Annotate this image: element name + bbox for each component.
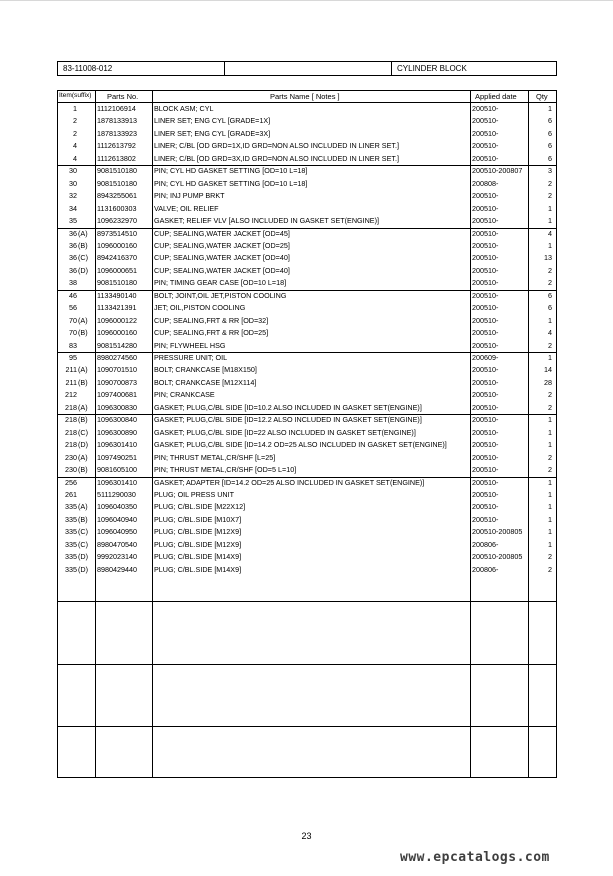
applied-date: 200510- [472, 228, 499, 238]
item-number: 335 [65, 564, 77, 574]
applied-date: 200510- [472, 116, 499, 126]
item-number: 211 [65, 365, 77, 375]
item-number: 38 [69, 278, 77, 288]
part-number: 1096301410 [97, 477, 137, 487]
table-row [58, 290, 556, 302]
part-number: 1096000122 [97, 315, 137, 325]
table-row [58, 327, 556, 339]
watermark-url: www.epcatalogs.com [400, 850, 550, 865]
quantity: 2 [548, 191, 552, 201]
item-number: 211 [65, 377, 77, 387]
item-number: 335 [65, 502, 77, 512]
part-number: 1096000160 [97, 328, 137, 338]
part-name: BOLT; JOINT,OIL JET,PISTON COOLING [154, 290, 287, 300]
quantity: 2 [548, 390, 552, 400]
part-name: GASKET; PLUG,C/BL SIDE [ID=12.2 ALSO INCLUDED IN GASKET SET(ENGINE)] [154, 415, 422, 425]
item-suffix: (B) [78, 465, 88, 475]
quantity: 1 [548, 539, 552, 549]
applied-date: 200510- [472, 377, 499, 387]
quantity: 13 [544, 253, 552, 263]
item-number: 218 [65, 440, 77, 450]
part-name: LINER SET; ENG CYL [GRADE=3X] [154, 128, 271, 138]
applied-date: 200806- [472, 539, 499, 549]
item-number: 70 [69, 328, 77, 338]
group-rule [58, 664, 556, 665]
item-suffix: (A) [78, 452, 88, 462]
part-name: PLUG; C/BL.SIDE [M12X9] [154, 527, 242, 537]
applied-date: 200510- [472, 390, 499, 400]
part-number: 1096000651 [97, 265, 137, 275]
col-header-date: Applied date [475, 92, 517, 101]
table-row [58, 153, 556, 165]
part-name: PIN; CYL HD GASKET SETTING [OD=10 L=18] [154, 178, 308, 188]
quantity: 28 [544, 377, 552, 387]
part-number: 8980470540 [97, 539, 137, 549]
col-header-name: Parts Name [ Notes ] [270, 92, 340, 101]
item-suffix: (B) [78, 415, 88, 425]
table-row [58, 240, 556, 252]
item-number: 36 [69, 240, 77, 250]
item-number: 36 [69, 228, 77, 238]
col-header-item: Item(suffix) [59, 92, 92, 99]
table-row [58, 389, 556, 401]
applied-date: 200510- [472, 278, 499, 288]
part-name: PIN; INJ PUMP BRKT [154, 191, 225, 201]
item-number: 36 [69, 265, 77, 275]
item-suffix: (D) [78, 265, 88, 275]
part-number: 5111290030 [97, 489, 136, 499]
item-suffix: (D) [78, 564, 88, 574]
quantity: 2 [548, 340, 552, 350]
part-number: 1097400681 [97, 390, 137, 400]
quantity: 2 [548, 452, 552, 462]
group-rule [58, 726, 556, 727]
quantity: 1 [548, 502, 552, 512]
part-name: PLUG; C/BL.SIDE [M14X9] [154, 564, 242, 574]
quantity: 1 [548, 203, 552, 213]
item-suffix: (B) [78, 328, 88, 338]
applied-date: 200510- [472, 153, 499, 163]
item-number: 2 [73, 128, 77, 138]
quantity: 4 [548, 228, 552, 238]
part-name: GASKET; PLUG,C/BL SIDE [ID=14.2 OD=25 ALSO INCLUDED IN GASKET SET(ENGINE)] [154, 440, 447, 450]
table-row [58, 352, 556, 364]
applied-date: 200510- [472, 440, 499, 450]
quantity: 14 [544, 365, 552, 375]
quantity: 6 [548, 141, 552, 151]
part-name: CUP; SEALING,WATER JACKET [OD=25] [154, 240, 290, 250]
table-row [58, 178, 556, 190]
part-number: 9081510180 [97, 166, 137, 176]
item-number: 218 [65, 427, 77, 437]
part-number: 1096300890 [97, 427, 137, 437]
part-name: CUP; SEALING,WATER JACKET [OD=45] [154, 228, 290, 238]
quantity: 1 [548, 315, 552, 325]
table-row [58, 501, 556, 513]
applied-date: 200510- [472, 191, 499, 201]
item-number: 335 [65, 552, 77, 562]
part-number: 1096300830 [97, 402, 137, 412]
applied-date: 200510- [472, 514, 499, 524]
quantity: 6 [548, 116, 552, 126]
table-row [58, 377, 556, 389]
applied-date: 200510- [472, 465, 499, 475]
item-number: 335 [65, 539, 77, 549]
part-name: CUP; SEALING,WATER JACKET [OD=40] [154, 265, 290, 275]
part-number: 1096040950 [97, 527, 137, 537]
table-row [58, 464, 556, 476]
part-name: VALVE; OIL RELIEF [154, 203, 219, 213]
part-name: GASKET; PLUG,C/BL SIDE [ID=10.2 ALSO INCLUDED IN GASKET SET(ENGINE)] [154, 402, 422, 412]
item-number: 4 [73, 141, 77, 151]
quantity: 1 [548, 527, 552, 537]
part-name: PLUG; C/BL.SIDE [M12X9] [154, 539, 242, 549]
quantity: 6 [548, 303, 552, 313]
table-row [58, 452, 556, 464]
table-row [58, 526, 556, 538]
quantity: 1 [548, 415, 552, 425]
quantity: 6 [548, 128, 552, 138]
parts-table [57, 90, 557, 778]
quantity: 2 [548, 402, 552, 412]
part-number: 1131600303 [97, 203, 137, 213]
quantity: 2 [548, 278, 552, 288]
part-number: 9081510180 [97, 278, 137, 288]
part-number: 8973514510 [97, 228, 137, 238]
table-row [58, 302, 556, 314]
header-divider [391, 62, 392, 75]
quantity: 2 [548, 265, 552, 275]
item-number: 4 [73, 153, 77, 163]
applied-date: 200510- [472, 290, 499, 300]
applied-date: 200510- [472, 365, 499, 375]
item-suffix: (A) [78, 315, 88, 325]
item-number: 30 [69, 166, 77, 176]
applied-date: 200808- [472, 178, 499, 188]
table-row [58, 315, 556, 327]
item-suffix: (A) [78, 365, 88, 375]
part-number: 8980274560 [97, 353, 137, 362]
item-number: 32 [69, 191, 77, 201]
item-number: 230 [65, 465, 77, 475]
part-number: 9081510180 [97, 178, 137, 188]
item-number: 1 [73, 104, 77, 113]
part-name: PLUG; OIL PRESS UNIT [154, 489, 235, 499]
item-suffix: (C) [78, 253, 88, 263]
part-name: JET; OIL,PISTON COOLING [154, 303, 246, 313]
page-number: 23 [301, 831, 312, 841]
part-name: PIN; CRANKCASE [154, 390, 215, 400]
table-row [58, 427, 556, 439]
section-title: CYLINDER BLOCK [397, 64, 467, 73]
part-name: LINER; C/BL [OD GRD=1X,ID GRD=NON ALSO INCLUDED IN LINER SET.] [154, 141, 399, 151]
quantity: 1 [548, 427, 552, 437]
part-name: LINER SET; ENG CYL [GRADE=1X] [154, 116, 271, 126]
item-number: 218 [65, 402, 77, 412]
part-name: PRESSURE UNIT; OIL [154, 353, 228, 362]
part-number: 9992023140 [97, 552, 137, 562]
catalog-header [57, 61, 557, 76]
part-number: 8943255061 [97, 191, 137, 201]
part-number: 1090700873 [97, 377, 137, 387]
quantity: 1 [548, 104, 552, 113]
part-name: BLOCK ASM; CYL [154, 104, 214, 113]
applied-date: 200510- [472, 315, 499, 325]
table-row [58, 215, 556, 227]
applied-date: 200510- [472, 128, 499, 138]
item-number: 56 [69, 303, 77, 313]
item-number: 70 [69, 315, 77, 325]
table-row [58, 203, 556, 215]
part-number: 8942416370 [97, 253, 137, 263]
applied-date: 200510- [472, 452, 499, 462]
part-number: 1133490140 [97, 290, 137, 300]
item-suffix: (C) [78, 527, 88, 537]
part-number: 1096300840 [97, 415, 137, 425]
item-number: 212 [65, 390, 77, 400]
col-header-part-no: Parts No. [107, 92, 139, 101]
table-row [58, 564, 556, 576]
part-number: 9081605100 [97, 465, 137, 475]
part-number: 1096040940 [97, 514, 137, 524]
table-row [58, 364, 556, 376]
table-row [58, 477, 556, 489]
table-row [58, 489, 556, 501]
part-name: PIN; TIMING GEAR CASE [OD=10 L=18] [154, 278, 287, 288]
table-row [58, 402, 556, 414]
quantity: 4 [548, 328, 552, 338]
part-number: 9081514280 [97, 340, 137, 350]
part-name: BOLT; CRANKCASE [M18X150] [154, 365, 257, 375]
part-name: BOLT; CRANKCASE [M12X114] [154, 377, 257, 387]
applied-date: 200510- [472, 104, 499, 113]
applied-date: 200510- [472, 402, 499, 412]
applied-date: 200510- [472, 340, 499, 350]
item-number: 261 [65, 489, 77, 499]
part-name: CUP; SEALING,FRT & RR [OD=32] [154, 315, 269, 325]
item-suffix: (D) [78, 552, 88, 562]
part-number: 1097490251 [97, 452, 137, 462]
table-row [58, 514, 556, 526]
applied-date: 200510- [472, 141, 499, 151]
group-rule [58, 601, 556, 602]
table-row [58, 228, 556, 240]
part-name: PIN; CYL HD GASKET SETTING [OD=10 L=18] [154, 166, 308, 176]
item-number: 35 [69, 216, 77, 226]
part-number: 1112106914 [97, 104, 136, 113]
table-row [58, 140, 556, 152]
quantity: 1 [548, 353, 552, 362]
part-name: CUP; SEALING,FRT & RR [OD=25] [154, 328, 269, 338]
item-number: 30 [69, 178, 77, 188]
table-row [58, 190, 556, 202]
item-number: 34 [69, 203, 77, 213]
table-row [58, 252, 556, 264]
quantity: 1 [548, 216, 552, 226]
quantity: 1 [548, 514, 552, 524]
table-row [58, 103, 556, 115]
applied-date: 200510- [472, 427, 499, 437]
col-header-qty: Qty [536, 92, 548, 101]
part-name: PIN; THRUST METAL,CR/SHF [OD=5 L=10] [154, 465, 297, 475]
part-number: 1096301410 [97, 440, 137, 450]
table-row [58, 539, 556, 551]
table-row [58, 165, 556, 177]
table-row [58, 414, 556, 426]
part-name: GASKET; PLUG,C/BL SIDE [ID=22 ALSO INCLUDED IN GASKET SET(ENGINE)] [154, 427, 416, 437]
applied-date: 200609- [472, 353, 499, 362]
item-suffix: (C) [78, 539, 88, 549]
item-number: 335 [65, 514, 77, 524]
item-suffix: (A) [78, 228, 88, 238]
item-suffix: (B) [78, 377, 88, 387]
part-number: 1878133913 [97, 116, 137, 126]
applied-date: 200510-200805 [472, 527, 523, 537]
part-number: 1878133923 [97, 128, 137, 138]
applied-date: 200510-200805 [472, 552, 523, 562]
quantity: 1 [548, 477, 552, 487]
quantity: 1 [548, 240, 552, 250]
part-number: 1096232970 [97, 216, 137, 226]
item-number: 2 [73, 116, 77, 126]
part-number: 1096000160 [97, 240, 137, 250]
top-edge-line [0, 0, 613, 1]
applied-date: 200510- [472, 265, 499, 275]
part-name: PLUG; C/BL.SIDE [M14X9] [154, 552, 242, 562]
quantity: 1 [548, 489, 552, 499]
applied-date: 200510- [472, 415, 499, 425]
item-suffix: (D) [78, 440, 88, 450]
applied-date: 200510- [472, 328, 499, 338]
quantity: 6 [548, 153, 552, 163]
item-number: 36 [69, 253, 77, 263]
table-row [58, 439, 556, 451]
applied-date: 200510- [472, 216, 499, 226]
part-name: PLUG; C/BL.SIDE [M10X7] [154, 514, 242, 524]
applied-date: 200510- [472, 253, 499, 263]
quantity: 2 [548, 178, 552, 188]
applied-date: 200510- [472, 489, 499, 499]
part-name: PIN; FLYWHEEL HSG [154, 340, 226, 350]
part-number: 8980429440 [97, 564, 137, 574]
item-number: 95 [69, 353, 77, 362]
item-suffix: (B) [78, 240, 88, 250]
item-number: 335 [65, 527, 77, 537]
applied-date: 200510- [472, 477, 499, 487]
table-row [58, 340, 556, 352]
table-row [58, 115, 556, 127]
part-number: 1096040350 [97, 502, 137, 512]
quantity: 3 [548, 166, 552, 176]
item-suffix: (B) [78, 514, 88, 524]
item-suffix: (C) [78, 427, 88, 437]
applied-date: 200510- [472, 502, 499, 512]
applied-date: 200510- [472, 240, 499, 250]
quantity: 2 [548, 465, 552, 475]
part-name: LINER; C/BL [OD GRD=3X,ID GRD=NON ALSO INCLUDED IN LINER SET.] [154, 153, 399, 163]
table-row [58, 265, 556, 277]
quantity: 2 [548, 564, 552, 574]
part-number: 1133421391 [97, 303, 137, 313]
table-row [58, 551, 556, 563]
catalog-code: 83-11008-012 [63, 64, 113, 73]
applied-date: 200510- [472, 203, 499, 213]
item-number: 83 [69, 340, 77, 350]
item-suffix: (A) [78, 402, 88, 412]
applied-date: 200510- [472, 303, 499, 313]
part-name: CUP; SEALING,WATER JACKET [OD=40] [154, 253, 290, 263]
item-number: 256 [65, 477, 77, 487]
quantity: 2 [548, 552, 552, 562]
item-number: 230 [65, 452, 77, 462]
header-divider [224, 62, 225, 75]
applied-date: 200806- [472, 564, 499, 574]
quantity: 1 [548, 440, 552, 450]
part-name: PLUG; C/BL.SIDE [M22X12] [154, 502, 246, 512]
item-number: 46 [69, 290, 77, 300]
quantity: 6 [548, 290, 552, 300]
item-number: 218 [65, 415, 77, 425]
part-name: GASKET; RELIEF VLV [ALSO INCLUDED IN GASKET SET(ENGINE)] [154, 216, 379, 226]
part-name: PIN; THRUST METAL,CR/SHF [L=25] [154, 452, 276, 462]
item-suffix: (A) [78, 502, 88, 512]
part-number: 1112613792 [97, 141, 136, 151]
applied-date: 200510-200807 [472, 166, 523, 176]
part-number: 1112613802 [97, 153, 136, 163]
part-name: GASKET; ADAPTER [ID=14.2 OD=25 ALSO INCLUDED IN GASKET SET(ENGINE)] [154, 477, 425, 487]
table-row [58, 128, 556, 140]
table-row [58, 277, 556, 289]
part-number: 1090701510 [97, 365, 137, 375]
